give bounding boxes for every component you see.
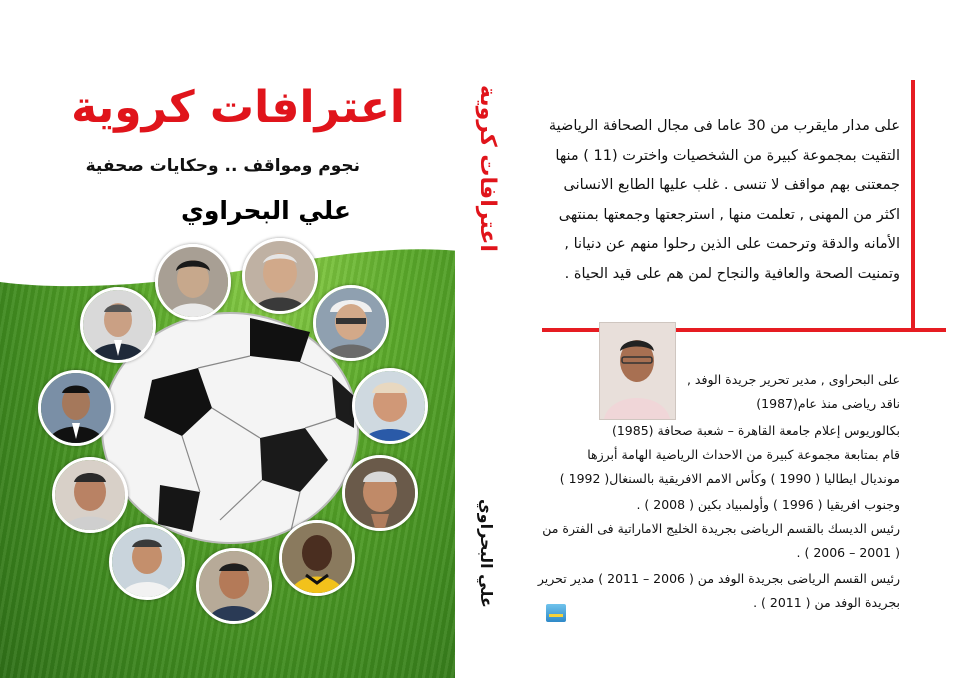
bio-line: على البحراوى , مدير تحرير جريدة الوفد , xyxy=(686,372,900,387)
bio-line: مونديال ايطاليا ( 1990 ) وكأس الامم الافريقية بالسنغال( 1992 ) xyxy=(559,471,900,486)
blurb-line: على مدار مايقرب من 30 عاما فى مجال الصحافة الرياضية xyxy=(548,118,900,134)
portrait-9 xyxy=(109,524,185,600)
book-subtitle: نجوم ومواقف .. وحكايات صحفية xyxy=(85,156,360,176)
spine-author: علي البحراوي xyxy=(477,499,496,608)
book-title: اعترافات كروية xyxy=(71,82,405,133)
back-cover-blurb xyxy=(520,112,900,290)
red-vertical-line xyxy=(911,80,915,330)
author-photo xyxy=(599,322,676,420)
portrait-6 xyxy=(352,368,428,444)
bio-line: وجنوب افريقيا ( 1996 ) وأولمبياد بكين ( 2008 ) . xyxy=(636,497,900,512)
book-author: علي البحراوي xyxy=(180,196,351,225)
portrait-7 xyxy=(52,457,128,533)
bio-line: بجريدة الوفد من ( 2011 ) . xyxy=(753,595,900,610)
portrait-1 xyxy=(155,244,231,320)
bio-line: بكالوريوس إعلام جامعة القاهرة – شعبة صحافة (1985) xyxy=(611,423,900,438)
portrait-5 xyxy=(38,370,114,446)
front-cover xyxy=(0,0,455,678)
portrait-10 xyxy=(196,548,272,624)
portrait-3 xyxy=(80,287,156,363)
portrait-11 xyxy=(279,520,355,596)
publisher-logo-icon xyxy=(546,604,566,622)
portrait-4 xyxy=(313,285,389,361)
blurb-line: التقيت بمجموعة كبيرة من الشخصيات واخترت (11 ) منها xyxy=(555,147,900,164)
bio-line: ناقد رياضى منذ عام(1987) xyxy=(756,396,900,411)
bio-line: ( 2001 – 2006 ) . xyxy=(796,545,900,560)
bio-line: قام بمتابعة مجموعة كبيرة من الاحداث الرياضية الهامة أبرزها xyxy=(587,447,900,462)
bio-line: رئيس القسم الرياضى بجريدة الوفد من ( 2006 – 2011 ) مدير تحرير xyxy=(537,571,900,586)
portrait-2 xyxy=(242,238,318,314)
spine-title: اعترافات كروية xyxy=(475,85,500,252)
blurb-line: الأمانه والدقة وترحمت على الذين رحلوا منهم عن دنيانا , xyxy=(564,236,900,253)
blurb-line: جمعتنى بهم مواقف لا تنسى . غلب عليها الطابع الانسانى xyxy=(563,177,900,194)
blurb-line: اكثر من المهنى , تعلمت منها , استرجعتها وجمعتها بمنتهى xyxy=(558,206,900,223)
bio-line: رئيس الديسك بالقسم الرياضى بجريدة الخليج الاماراتية فى الفترة من xyxy=(542,521,900,536)
blurb-line: وتمنيت الصحة والعافية والنجاح لمن هم على قيد الحياة . xyxy=(564,265,900,282)
portrait-8 xyxy=(342,455,418,531)
